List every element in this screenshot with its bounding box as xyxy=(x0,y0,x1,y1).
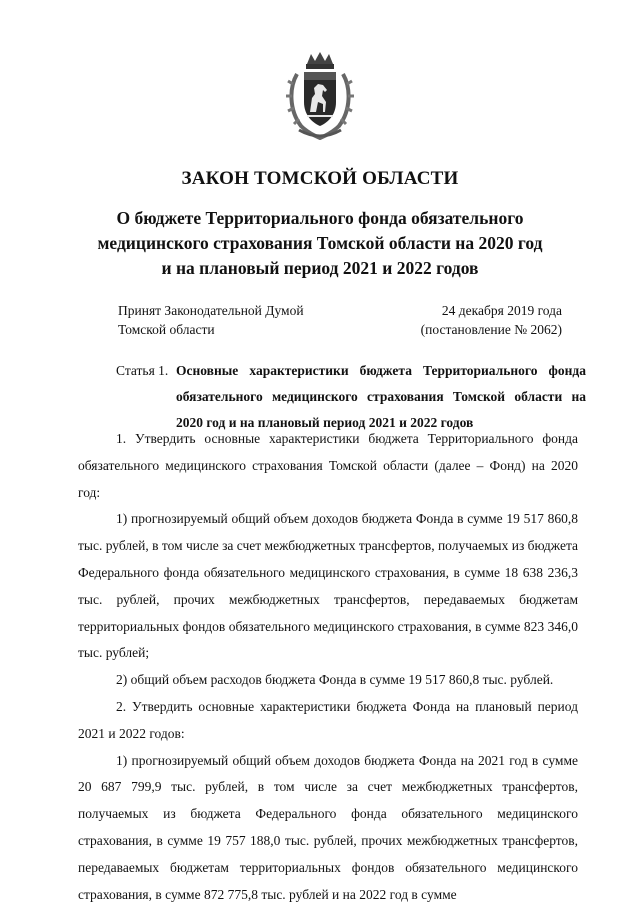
law-title: ЗАКОН ТОМСКОЙ ОБЛАСТИ xyxy=(181,168,459,189)
article-title: Основные характеристики бюджета Территориального фонда обязательного медицинского страхования Томской области на 2020 год и на плановый период 2021 и 2022 годов xyxy=(176,363,586,430)
paragraph: 1) прогнозируемый общий объем доходов бюджета Фонда на 2021 год в сумме 20 687 799,9 тыс. рублей, в том числе за счет межбюджетных трансфертов, получаемых из бюджета Федерального фонда обязательного медицинского страхования, в сумме 19 757 188,0 тыс. рублей, прочих межбюджетных трансфертов, передаваемых бюджетам территориальных фондов обязательного медицинского страхования, в сумме 872 775,8 тыс. рублей и на 2022 год в сумме xyxy=(78,752,578,902)
subject-line: и на плановый период 2021 и 2022 годов xyxy=(161,258,479,278)
paragraph: 2. Утвердить основные характеристики бюджета Фонда на плановый период 2021 и 2022 годов: xyxy=(78,698,578,741)
resolution-number: (постановление № 2062) xyxy=(420,322,562,337)
article-body xyxy=(78,426,578,908)
adoption-body xyxy=(118,301,304,339)
article-label: Статья 1. xyxy=(116,363,169,378)
adoption-date-line: 24 декабря 2019 года xyxy=(441,303,562,318)
tomsk-coat-of-arms-emblem xyxy=(285,50,355,140)
adoption-date xyxy=(421,301,562,339)
subject-line: О бюджете Территориального фонда обязательного xyxy=(116,208,524,228)
paragraph: 2) общий объем расходов бюджета Фонда в сумме 19 517 860,8 тыс. рублей. xyxy=(116,672,554,688)
subject-line: медицинского страхования Томской области на 2020 год xyxy=(97,233,543,253)
law-subject-title xyxy=(60,206,580,281)
adoption-body-line: Томской области xyxy=(118,322,215,337)
paragraph: 1) прогнозируемый общий объем доходов бюджета Фонда в сумме 19 517 860,8 тыс. рублей, в том числе за счет межбюджетных трансфертов, получаемых из бюджета Федерального фонда обязательного медицинского страхования, в сумме 18 638 236,3 тыс. рублей, прочих межбюджетных трансфертов, передаваемых бюджетам территориальных фондов обязательного медицинского страхования, в сумме 823 346,0 тыс. рублей; xyxy=(78,511,579,661)
paragraph: 1. Утвердить основные характеристики бюджета Территориального фонда обязательного медицинского страхования Томской области (далее – Фонд) на 2020 год: xyxy=(78,431,578,500)
adoption-body-line: Принят Законодательной Думой xyxy=(118,303,304,318)
